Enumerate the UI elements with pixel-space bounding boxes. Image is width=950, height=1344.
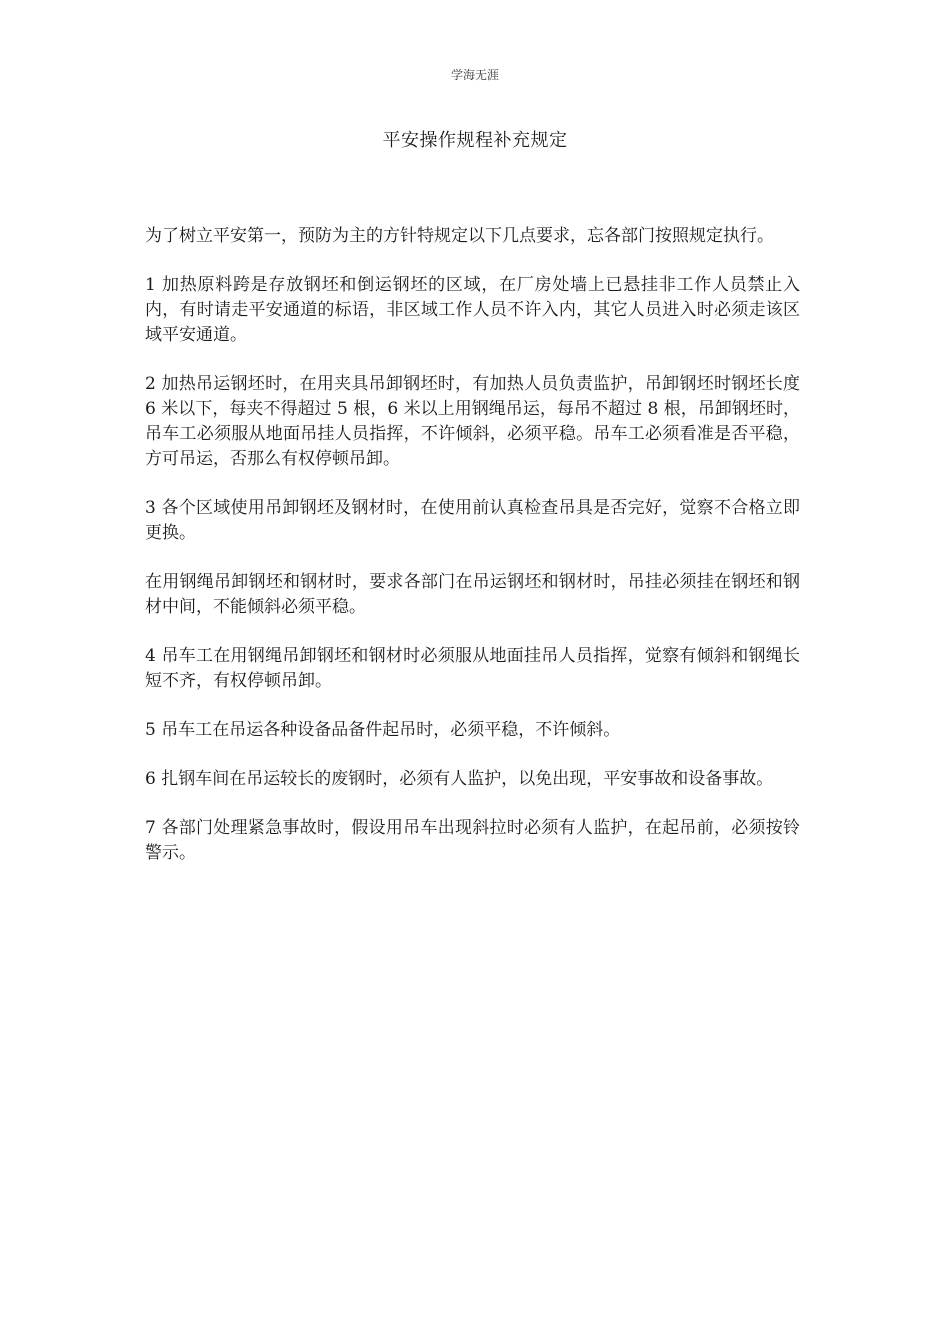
document-title: 平安操作规程补充规定 — [382, 130, 568, 151]
paragraph-intro: 为了树立平安第一，预防为主的方针特规定以下几点要求，忘各部门按照规定执行。 — [145, 226, 774, 246]
paragraph-rule-6: 6 扎钢车间在吊运较长的废钢时，必须有人监护，以免出现，平安事故和设备事故。 — [145, 769, 774, 789]
paragraph-rule-3: 3 各个区域使用吊卸钢坯及钢材时，在使用前认真检查吊具是否完好，觉察不合格立即更换。 — [145, 498, 800, 543]
paragraph-rule-7: 7 各部门处理紧急事故时，假设用吊车出现斜拉时必须有人监护，在起吊前，必须按铃警示。 — [145, 818, 800, 863]
paragraph-rule-1: 1 加热原料跨是存放钢坯和倒运钢坯的区域，在厂房处墙上已悬挂非工作人员禁止入内，有时请走平安通道的标语，非区域工作人员不许入内，其它人员进入时必须走该区域平安通道。 — [145, 275, 800, 345]
paragraph-rule-4: 4 吊车工在用钢绳吊卸钢坯和钢材时必须服从地面挂吊人员指挥，觉察有倾斜和钢绳长短不齐，有权停顿吊卸。 — [145, 646, 800, 691]
page-header: 学海无涯 — [450, 68, 499, 82]
document-body — [145, 224, 800, 890]
paragraph-rule-2: 2 加热吊运钢坯时，在用夹具吊卸钢坯时，有加热人员负责监护，吊卸钢坯时钢坯长度 6 米以下，每夹不得超过 5 根，6 米以上用钢绳吊运，每吊不超过 8 根，吊卸钢坯时，吊车工必须服从地面吊挂人员指挥，不许倾斜，必须平稳。吊车工必须看准是否平稳，方可吊运，否那么有权停顿吊卸。 — [145, 374, 800, 469]
paragraph-rule-3-note: 在用钢绳吊卸钢坯和钢材时，要求各部门在吊运钢坯和钢材时，吊挂必须挂在钢坯和钢材中间，不能倾斜必须平稳。 — [145, 572, 800, 617]
paragraph-rule-5: 5 吊车工在吊运各种设备品备件起吊时，必须平稳，不许倾斜。 — [145, 720, 621, 740]
